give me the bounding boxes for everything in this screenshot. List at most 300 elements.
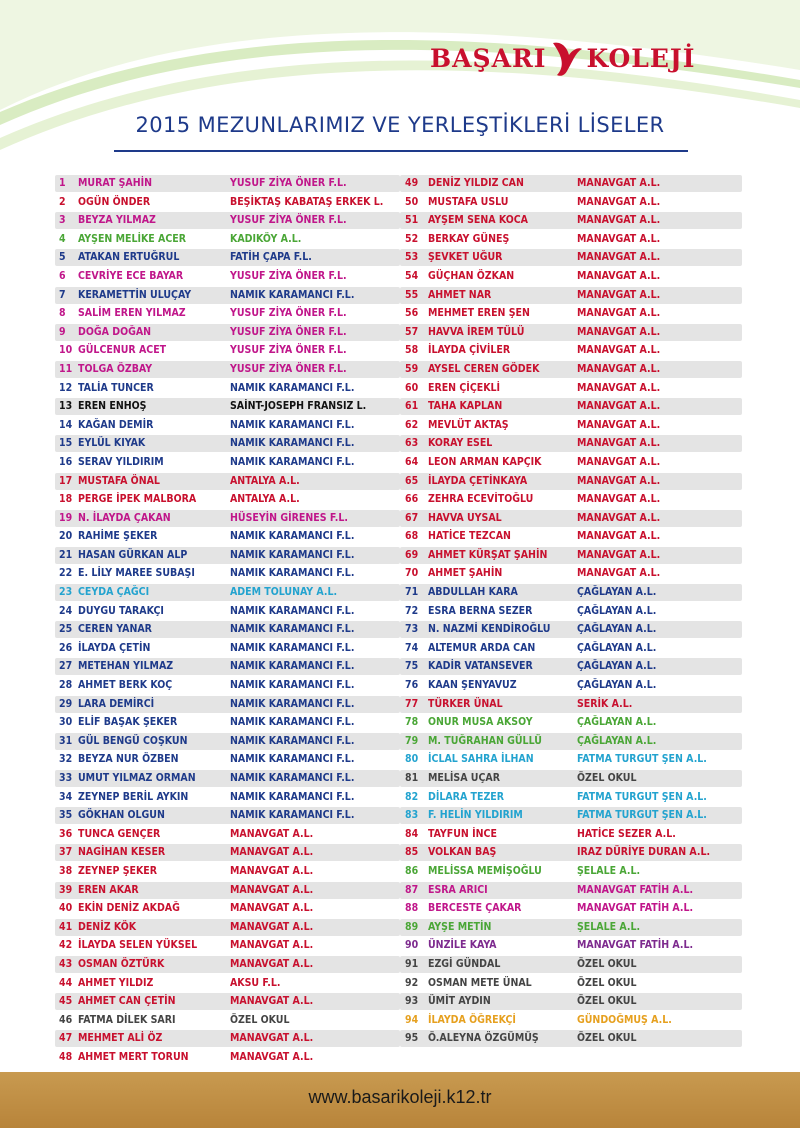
graduate-row xyxy=(400,807,742,824)
graduate-name: ALTEMUR ARDA CAN xyxy=(428,641,536,654)
graduate-row xyxy=(55,473,400,490)
graduate-number: 58 xyxy=(405,344,419,357)
graduate-school: MANAVGAT A.L. xyxy=(577,493,661,506)
graduate-number: 93 xyxy=(405,995,419,1008)
graduate-number: 52 xyxy=(405,232,419,245)
graduate-name: ESRA ARICI xyxy=(428,883,488,896)
graduate-row xyxy=(55,714,400,731)
graduate-row xyxy=(55,231,400,248)
graduate-name: GÜL BENGÜ COŞKUN xyxy=(78,734,188,747)
graduate-name: KORAY ESEL xyxy=(428,437,493,450)
graduate-name: N. İLAYDA ÇAKAN xyxy=(78,511,171,524)
graduate-name: BERKAY GÜNEŞ xyxy=(428,232,510,245)
graduate-number: 80 xyxy=(405,753,419,766)
graduate-number: 30 xyxy=(59,716,73,729)
graduate-school: NAMIK KARAMANCI F.L. xyxy=(230,679,355,692)
graduate-name: DENİZ KÖK xyxy=(78,920,137,933)
graduate-school: MANAVGAT FATİH A.L. xyxy=(577,939,694,952)
graduate-school: YUSUF ZİYA ÖNER F.L. xyxy=(230,307,347,320)
graduate-name: TOLGA ÖZBAY xyxy=(78,362,153,375)
graduate-name: BEYZA YILMAZ xyxy=(78,214,156,227)
graduate-number: 56 xyxy=(405,307,419,320)
graduate-name: PERGE İPEK MALBORA xyxy=(78,493,197,506)
graduate-row xyxy=(400,194,742,211)
graduate-number: 25 xyxy=(59,623,73,636)
graduate-school: MANAVGAT FATİH A.L. xyxy=(577,883,694,896)
graduate-row xyxy=(400,380,742,397)
graduate-row xyxy=(55,826,400,843)
graduate-number: 14 xyxy=(59,418,73,431)
graduate-school: NAMIK KARAMANCI F.L. xyxy=(230,604,355,617)
graduate-school: KADIKÖY A.L. xyxy=(230,232,302,245)
graduate-name: MURAT ŞAHİN xyxy=(78,177,153,189)
graduate-school: ANTALYA A.L. xyxy=(230,493,300,506)
logo-text-right: KOLEJİ xyxy=(586,43,696,73)
graduate-name: ŞEVKET UĞUR xyxy=(428,251,503,264)
graduate-school: MANAVGAT A.L. xyxy=(577,214,661,227)
graduate-number: 59 xyxy=(405,362,419,375)
graduate-row xyxy=(55,398,400,415)
graduate-number: 62 xyxy=(405,418,419,431)
graduate-row xyxy=(400,510,742,527)
graduate-school: YUSUF ZİYA ÖNER F.L. xyxy=(230,177,347,189)
graduate-number: 79 xyxy=(405,734,419,747)
graduate-name: MELİSA UÇAR xyxy=(428,772,500,784)
graduate-row xyxy=(400,844,742,861)
graduate-number: 71 xyxy=(405,586,419,599)
graduate-number: 31 xyxy=(59,734,73,747)
graduate-row xyxy=(55,621,400,638)
graduate-school: NAMIK KARAMANCI F.L. xyxy=(230,660,355,673)
graduate-school: BEŞİKTAŞ KABATAŞ ERKEK L. xyxy=(230,195,384,208)
graduate-name: CEYDA ÇAĞCI xyxy=(78,586,150,599)
graduate-number: 12 xyxy=(59,381,73,394)
graduate-number: 83 xyxy=(405,809,419,822)
graduate-number: 74 xyxy=(405,641,419,654)
graduate-number: 42 xyxy=(59,939,73,952)
graduate-name: ÜMİT AYDIN xyxy=(428,995,491,1008)
graduate-number: 28 xyxy=(59,679,73,692)
graduate-number: 67 xyxy=(405,511,419,524)
graduate-row xyxy=(55,491,400,508)
graduate-name: DİLARA TEZER xyxy=(428,790,505,803)
graduate-name: İLAYDA SELEN YÜKSEL xyxy=(78,939,198,952)
graduate-school: MANAVGAT A.L. xyxy=(577,251,661,264)
footer-bar xyxy=(0,1072,800,1128)
graduate-row xyxy=(400,249,742,266)
graduate-school: ŞELALE A.L. xyxy=(577,920,641,933)
graduate-row xyxy=(400,603,742,620)
page-title: 2015 MEZUNLARIMIZ VE YERLEŞTİKLERİ LİSELER xyxy=(135,113,665,137)
graduate-name: AHMET NAR xyxy=(428,288,492,301)
graduate-row xyxy=(55,324,400,341)
graduate-name: ABDULLAH KARA xyxy=(428,586,518,599)
graduate-number: 72 xyxy=(405,604,419,617)
graduate-school: ÖZEL OKUL xyxy=(577,995,637,1008)
graduate-school: NAMIK KARAMANCI F.L. xyxy=(230,418,355,431)
graduate-name: F. HELİN YILDIRIM xyxy=(428,809,523,822)
graduate-number: 35 xyxy=(59,809,73,822)
graduate-school: ÇAĞLAYAN A.L. xyxy=(577,604,657,617)
graduate-row xyxy=(55,696,400,713)
graduate-school: MANAVGAT A.L. xyxy=(577,195,661,208)
graduate-name: İLAYDA ÇETİNKAYA xyxy=(428,474,528,487)
graduate-number: 15 xyxy=(59,437,73,450)
graduate-name: N. NAZMİ KENDİROĞLU xyxy=(428,623,551,636)
graduate-number: 40 xyxy=(59,902,73,915)
graduate-school: MANAVGAT A.L. xyxy=(577,567,661,580)
graduate-school: MANAVGAT A.L. xyxy=(577,307,661,320)
graduate-row xyxy=(400,287,742,304)
graduate-row xyxy=(400,621,742,638)
graduate-row xyxy=(400,789,742,806)
graduate-row xyxy=(55,900,400,917)
graduate-number: 49 xyxy=(405,177,419,189)
graduate-name: ZEHRA ECEVİTOĞLU xyxy=(428,493,534,506)
graduate-row xyxy=(400,565,742,582)
graduate-school: HATİCE SEZER A.L. xyxy=(577,827,676,840)
graduate-school: MANAVGAT A.L. xyxy=(230,1032,314,1045)
graduate-school: SERİK A.L. xyxy=(577,697,633,710)
graduate-number: 45 xyxy=(59,995,73,1008)
graduate-number: 33 xyxy=(59,772,73,784)
graduate-school: NAMIK KARAMANCI F.L. xyxy=(230,455,355,468)
graduate-school: MANAVGAT A.L. xyxy=(577,344,661,357)
graduate-number: 22 xyxy=(59,567,73,580)
graduate-number: 70 xyxy=(405,567,419,580)
graduate-row xyxy=(400,956,742,973)
graduate-school: NAMIK KARAMANCI F.L. xyxy=(230,530,355,543)
graduates-list-left xyxy=(55,175,400,1068)
graduate-row xyxy=(55,937,400,954)
graduate-school: ÖZEL OKUL xyxy=(577,976,637,989)
graduate-row xyxy=(55,677,400,694)
graduate-number: 3 xyxy=(59,214,66,227)
graduate-school: MANAVGAT A.L. xyxy=(577,381,661,394)
graduate-number: 78 xyxy=(405,716,419,729)
graduate-school: NAMIK KARAMANCI F.L. xyxy=(230,753,355,766)
graduate-number: 86 xyxy=(405,864,419,877)
graduate-school: ÇAĞLAYAN A.L. xyxy=(577,734,657,747)
graduate-number: 24 xyxy=(59,604,73,617)
graduate-number: 77 xyxy=(405,697,419,710)
graduate-school: YUSUF ZİYA ÖNER F.L. xyxy=(230,344,347,357)
graduate-name: KADİR VATANSEVER xyxy=(428,660,533,673)
graduate-number: 68 xyxy=(405,530,419,543)
graduate-school: MANAVGAT A.L. xyxy=(230,957,314,970)
graduate-school: NAMIK KARAMANCI F.L. xyxy=(230,716,355,729)
graduate-row xyxy=(55,975,400,992)
graduate-name: OSMAN METE ÜNAL xyxy=(428,976,532,989)
graduate-name: ESRA BERNA SEZER xyxy=(428,604,533,617)
graduate-school: ŞELALE A.L. xyxy=(577,864,641,877)
graduate-name: GÖKHAN OLGUN xyxy=(78,809,165,822)
graduate-row xyxy=(400,584,742,601)
graduate-row xyxy=(400,882,742,899)
graduate-school: NAMIK KARAMANCI F.L. xyxy=(230,381,355,394)
graduate-number: 16 xyxy=(59,455,73,468)
graduate-name: MUSTAFA USLU xyxy=(428,195,509,208)
graduate-school: NAMIK KARAMANCI F.L. xyxy=(230,697,355,710)
graduate-name: AYŞEN MELİKE ACER xyxy=(78,232,187,245)
graduate-row xyxy=(55,807,400,824)
graduate-row xyxy=(400,751,742,768)
graduate-school: ÇAĞLAYAN A.L. xyxy=(577,586,657,599)
graduate-number: 9 xyxy=(59,325,66,338)
graduate-name: TÜRKER ÜNAL xyxy=(428,697,503,710)
graduate-name: HATİCE TEZCAN xyxy=(428,530,511,543)
graduate-row xyxy=(55,844,400,861)
graduate-name: TAYFUN İNCE xyxy=(428,827,497,840)
graduate-number: 53 xyxy=(405,251,419,264)
graduate-name: RAHİME ŞEKER xyxy=(78,530,158,543)
graduate-number: 5 xyxy=(59,251,66,264)
graduate-row xyxy=(55,863,400,880)
graduate-row xyxy=(55,603,400,620)
graduate-name: NAGİHAN KESER xyxy=(78,846,166,859)
graduate-number: 94 xyxy=(405,1013,419,1026)
graduate-school: HÜSEYİN GİRENES F.L. xyxy=(230,511,348,524)
graduate-row xyxy=(55,212,400,229)
graduate-name: KAĞAN DEMİR xyxy=(78,418,154,431)
graduate-number: 69 xyxy=(405,548,419,561)
graduate-number: 66 xyxy=(405,493,419,506)
graduate-row xyxy=(55,435,400,452)
graduate-school: NAMIK KARAMANCI F.L. xyxy=(230,641,355,654)
graduate-row xyxy=(55,194,400,211)
graduate-name: HASAN GÜRKAN ALP xyxy=(78,548,188,561)
graduate-school: ÇAĞLAYAN A.L. xyxy=(577,716,657,729)
graduate-number: 1 xyxy=(59,177,66,189)
graduate-name: TUNCA GENÇER xyxy=(78,827,161,840)
graduate-name: Ö.ALEYNA ÖZGÜMÜŞ xyxy=(428,1032,539,1045)
graduate-row xyxy=(55,510,400,527)
graduate-number: 37 xyxy=(59,846,73,859)
graduate-number: 91 xyxy=(405,957,419,970)
graduate-number: 4 xyxy=(59,232,66,245)
graduate-name: METEHAN YILMAZ xyxy=(78,660,174,673)
graduate-name: AHMET MERT TORUN xyxy=(78,1050,189,1063)
graduate-number: 43 xyxy=(59,957,73,970)
graduate-row xyxy=(55,454,400,471)
graduate-row xyxy=(400,324,742,341)
graduate-school: FATMA TURGUT ŞEN A.L. xyxy=(577,790,707,803)
graduate-number: 55 xyxy=(405,288,419,301)
graduate-school: NAMIK KARAMANCI F.L. xyxy=(230,809,355,822)
graduate-row xyxy=(55,565,400,582)
graduate-number: 60 xyxy=(405,381,419,394)
title-underline xyxy=(114,150,688,152)
graduate-school: MANAVGAT A.L. xyxy=(577,437,661,450)
graduate-row xyxy=(400,398,742,415)
graduate-name: EREN ÇİÇEKLİ xyxy=(428,381,501,394)
graduate-school: ÖZEL OKUL xyxy=(577,957,637,970)
graduate-row xyxy=(55,956,400,973)
graduate-school: ÖZEL OKUL xyxy=(577,772,637,784)
graduate-name: CEVRİYE ECE BAYAR xyxy=(78,269,184,282)
graduate-row xyxy=(55,417,400,434)
graduate-school: ÇAĞLAYAN A.L. xyxy=(577,641,657,654)
graduate-school: NAMIK KARAMANCI F.L. xyxy=(230,548,355,561)
graduate-name: EZGİ GÜNDAL xyxy=(428,957,501,970)
graduate-row xyxy=(400,231,742,248)
graduate-name: ÜNZİLE KAYA xyxy=(428,939,497,952)
graduate-number: 76 xyxy=(405,679,419,692)
graduate-school: ÖZEL OKUL xyxy=(577,1032,637,1045)
graduate-school: MANAVGAT A.L. xyxy=(230,827,314,840)
graduate-row xyxy=(400,1012,742,1029)
graduate-school: GÜNDOĞMUŞ A.L. xyxy=(577,1013,672,1026)
graduate-number: 61 xyxy=(405,400,419,413)
graduate-number: 26 xyxy=(59,641,73,654)
graduate-name: TAHA KAPLAN xyxy=(428,400,503,413)
graduate-row xyxy=(55,175,400,192)
graduate-row xyxy=(55,640,400,657)
graduate-row xyxy=(400,454,742,471)
graduate-school: MANAVGAT A.L. xyxy=(230,864,314,877)
graduate-number: 6 xyxy=(59,269,66,282)
graduate-school: YUSUF ZİYA ÖNER F.L. xyxy=(230,269,347,282)
graduate-number: 10 xyxy=(59,344,73,357)
header-swoosh xyxy=(0,0,800,190)
graduate-name: GÜÇHAN ÖZKAN xyxy=(428,269,515,282)
graduate-row xyxy=(400,696,742,713)
graduate-school: ADEM TOLUNAY A.L. xyxy=(230,586,338,599)
graduate-row xyxy=(400,975,742,992)
graduate-number: 84 xyxy=(405,827,419,840)
graduate-school: ÇAĞLAYAN A.L. xyxy=(577,623,657,636)
graduate-number: 82 xyxy=(405,790,419,803)
graduate-row xyxy=(55,268,400,285)
graduate-row xyxy=(400,175,742,192)
graduate-name: AHMET CAN ÇETİN xyxy=(78,995,176,1008)
graduate-school: NAMIK KARAMANCI F.L. xyxy=(230,288,355,301)
graduate-school: MANAVGAT A.L. xyxy=(230,902,314,915)
graduate-name: UMUT YILMAZ ORMAN xyxy=(78,772,196,784)
graduate-name: DUYGU TARAKÇI xyxy=(78,604,164,617)
graduate-number: 89 xyxy=(405,920,419,933)
graduate-school: SAİNT-JOSEPH FRANSIZ L. xyxy=(230,400,367,413)
graduate-row xyxy=(400,900,742,917)
graduate-school: ÇAĞLAYAN A.L. xyxy=(577,679,657,692)
graduate-number: 38 xyxy=(59,864,73,877)
graduate-row xyxy=(400,547,742,564)
graduate-number: 48 xyxy=(59,1050,73,1063)
graduate-name: AYŞEM SENA KOCA xyxy=(428,214,528,227)
graduate-name: EREN ENHOŞ xyxy=(78,400,147,413)
graduate-name: KERAMETTİN ULUÇAY xyxy=(78,288,192,301)
graduate-school: NAMIK KARAMANCI F.L. xyxy=(230,437,355,450)
graduate-number: 95 xyxy=(405,1032,419,1045)
graduate-row xyxy=(55,993,400,1010)
graduate-number: 36 xyxy=(59,827,73,840)
graduate-school: MANAVGAT A.L. xyxy=(577,511,661,524)
graduate-name: AHMET BERK KOÇ xyxy=(78,679,173,692)
graduate-name: AHMET ŞAHİN xyxy=(428,567,503,580)
logo-text-left: BAŞARI xyxy=(430,43,547,73)
graduate-row xyxy=(400,658,742,675)
graduate-row xyxy=(400,826,742,843)
graduate-number: 63 xyxy=(405,437,419,450)
graduate-row xyxy=(55,733,400,750)
graduate-row xyxy=(400,435,742,452)
graduate-school: MANAVGAT A.L. xyxy=(577,362,661,375)
graduate-row xyxy=(400,417,742,434)
graduate-number: 17 xyxy=(59,474,73,487)
graduate-school: MANAVGAT FATİH A.L. xyxy=(577,902,694,915)
graduate-number: 73 xyxy=(405,623,419,636)
graduate-row xyxy=(400,714,742,731)
graduate-school: YUSUF ZİYA ÖNER F.L. xyxy=(230,214,347,227)
graduate-name: KAAN ŞENYAVUZ xyxy=(428,679,517,692)
graduate-school: NAMIK KARAMANCI F.L. xyxy=(230,772,355,784)
graduate-name: VOLKAN BAŞ xyxy=(428,846,497,859)
graduate-school: MANAVGAT A.L. xyxy=(577,455,661,468)
graduate-row xyxy=(55,658,400,675)
graduate-number: 90 xyxy=(405,939,419,952)
graduate-number: 21 xyxy=(59,548,73,561)
graduate-name: AYSEL CEREN GÖDEK xyxy=(428,362,540,375)
graduate-row xyxy=(55,1012,400,1029)
graduate-number: 29 xyxy=(59,697,73,710)
graduate-row xyxy=(400,361,742,378)
graduate-row xyxy=(400,212,742,229)
website-url[interactable]: www.basarikoleji.k12.tr xyxy=(308,1087,492,1107)
graduate-row xyxy=(55,287,400,304)
graduate-name: HAVVA İREM TÜLÜ xyxy=(428,325,525,338)
graduate-row xyxy=(400,937,742,954)
graduate-school: MANAVGAT A.L. xyxy=(230,995,314,1008)
graduate-school: FATİH ÇAPA F.L. xyxy=(230,251,312,264)
graduate-number: 64 xyxy=(405,455,419,468)
graduate-school: MANAVGAT A.L. xyxy=(577,474,661,487)
graduate-school: NAMIK KARAMANCI F.L. xyxy=(230,790,355,803)
graduate-name: TALİA TUNCER xyxy=(78,381,154,394)
graduate-name: HAVVA UYSAL xyxy=(428,511,502,524)
graduate-school: FATMA TURGUT ŞEN A.L. xyxy=(577,753,707,766)
graduate-school: FATMA TURGUT ŞEN A.L. xyxy=(577,809,707,822)
graduate-name: DOĞA DOĞAN xyxy=(78,325,152,338)
graduate-row xyxy=(400,863,742,880)
graduate-name: ONUR MUSA AKSOY xyxy=(428,716,533,729)
graduate-name: E. LİLY MAREE SUBAŞI xyxy=(78,567,195,580)
graduate-number: 20 xyxy=(59,530,73,543)
graduate-name: LEON ARMAN KAPÇIK xyxy=(428,455,542,468)
graduate-row xyxy=(400,342,742,359)
graduate-number: 7 xyxy=(59,288,66,301)
graduate-name: EREN AKAR xyxy=(78,883,139,896)
graduate-name: ELİF BAŞAK ŞEKER xyxy=(78,716,178,729)
graduate-school: MANAVGAT A.L. xyxy=(577,548,661,561)
graduate-row xyxy=(55,789,400,806)
graduate-school: MANAVGAT A.L. xyxy=(230,846,314,859)
graduate-number: 47 xyxy=(59,1032,73,1045)
graduate-number: 51 xyxy=(405,214,419,227)
graduate-number: 65 xyxy=(405,474,419,487)
graduate-school: MANAVGAT A.L. xyxy=(577,269,661,282)
graduate-number: 81 xyxy=(405,772,419,784)
graduate-name: OSMAN ÖZTÜRK xyxy=(78,957,165,970)
graduate-number: 44 xyxy=(59,976,73,989)
graduate-number: 46 xyxy=(59,1013,73,1026)
graduate-row xyxy=(55,380,400,397)
graduate-number: 27 xyxy=(59,660,73,673)
graduate-row xyxy=(55,584,400,601)
graduate-name: BERCESTE ÇAKAR xyxy=(428,902,522,915)
school-logo xyxy=(430,32,695,84)
graduate-number: 75 xyxy=(405,660,419,673)
graduate-name: SALİM EREN YILMAZ xyxy=(78,307,186,320)
